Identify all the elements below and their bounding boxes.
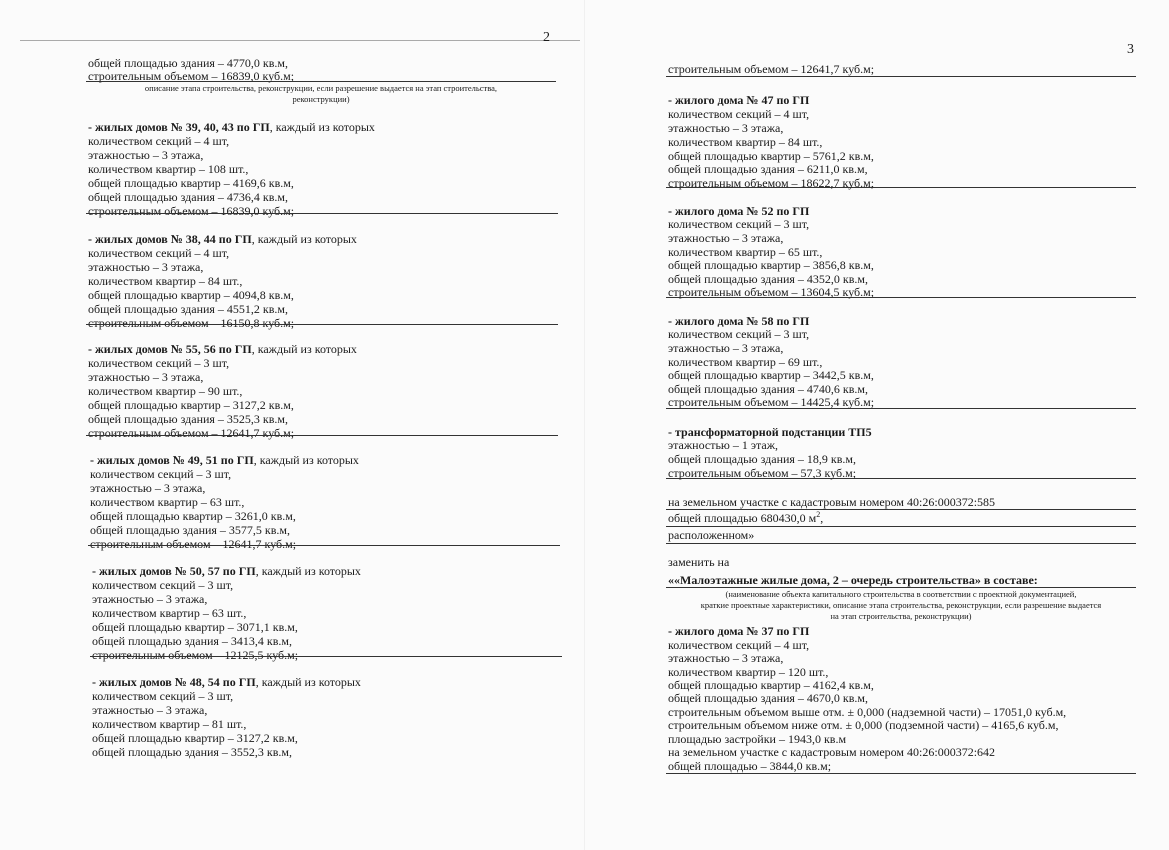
text-line: строительным объемом – 16150,8 куб.м; [88, 316, 295, 330]
text-line: количеством секций – 4 шт, [88, 134, 230, 148]
underline [666, 543, 1136, 544]
area-line: общей площадью 680430,0 $м^2$, [668, 510, 824, 525]
text-line: количеством секций – 3 шт, [90, 467, 232, 481]
text-line: количеством секций – 4 шт, [668, 107, 810, 121]
text-line: этажностью – 3 этажа, [92, 703, 208, 717]
block-heading: - жилых домов № 38, 44 по ГП, каждый из которых [88, 232, 357, 246]
note-line: на этап строительства, реконструкции) [830, 611, 972, 621]
text-line: строительным объемом выше отм. ± 0,000 (надземной части) – 17051,0 куб.м, [668, 705, 1067, 719]
underline [88, 545, 560, 546]
text-line: строительным объемом – 16839,0 куб.м; [88, 204, 295, 218]
text-line: общей площадью здания – 4551,2 кв.м, [88, 302, 289, 316]
left-page [0, 0, 584, 850]
object-title: ««Малоэтажные жилые дома, 2 – очередь строительства» в составе: [668, 573, 1038, 587]
text-line: общей площадью здания – 3577,5 кв.м, [90, 523, 291, 537]
underline [86, 435, 558, 436]
underline [90, 656, 562, 657]
text-line: количеством квартир – 90 шт., [88, 384, 243, 398]
text-line: общей площадью квартир – 5761,2 кв.м, [668, 149, 874, 163]
text-line: этажностью – 3 этажа, [88, 260, 204, 274]
text-line: общей площадью здания – 4352,0 кв.м, [668, 272, 869, 286]
text-line: количеством квартир – 108 шт., [88, 162, 249, 176]
text-line: количеством секций – 3 шт, [92, 578, 234, 592]
block-heading: - жилых домов № 39, 40, 43 по ГП, каждый из которых [88, 120, 375, 134]
text-line: строительным объемом – 12641,7 куб.м; [88, 426, 295, 440]
underline [86, 213, 558, 214]
underline [86, 81, 556, 82]
underline [666, 526, 1136, 527]
text-line: общей площадью здания – 4770,0 кв.м, [88, 56, 289, 70]
text-line: площадью застройки – 1943,0 кв.м [668, 732, 847, 746]
text-line: общей площадью квартир – 3127,2 кв.м, [92, 731, 298, 745]
block-heading: - жилых домов № 48, 54 по ГП, каждый из которых [92, 675, 361, 689]
text-line: количеством секций – 3 шт, [668, 327, 810, 341]
text-line: общей площадью здания – 4736,4 кв.м, [88, 190, 289, 204]
text-line: строительным объемом – 14425,4 куб.м; [668, 395, 875, 409]
block-heading: - жилых домов № 49, 51 по ГП, каждый из которых [90, 453, 359, 467]
underline [666, 408, 1136, 409]
text-line: общей площадью квартир – 3442,5 кв.м, [668, 368, 874, 382]
text-line: общей площадью здания – 4670,0 кв.м, [668, 691, 869, 705]
text-line: количеством квартир – 81 шт., [92, 717, 247, 731]
text-line: этажностью – 3 этажа, [88, 148, 204, 162]
text-line: этажностью – 3 этажа, [668, 231, 784, 245]
text-line: на земельном участке с кадастровым номером 40:26:000372:642 [668, 745, 996, 759]
text-line: общей площадью здания – 4740,6 кв.м, [668, 382, 869, 396]
text-line: количеством квартир – 84 шт., [668, 135, 823, 149]
block-heading: - жилых домов № 50, 57 по ГП, каждый из которых [92, 564, 361, 578]
text-line: количеством квартир – 63 шт., [90, 495, 245, 509]
text-line: строительным объемом – 57,3 куб.м; [668, 466, 857, 480]
block-heading: - жилого дома № 47 по ГП [668, 93, 810, 107]
underline [666, 297, 1136, 298]
text-line: этажностью – 3 этажа, [668, 651, 784, 665]
text-line: общей площадью квартир – 4094,8 кв.м, [88, 288, 294, 302]
underline [666, 76, 1136, 77]
text-line: этажностью – 3 этажа, [668, 341, 784, 355]
text-line: количеством квартир – 65 шт., [668, 245, 823, 259]
replace-line: заменить на [668, 555, 730, 569]
underline [666, 478, 1136, 479]
text-line: строительным объемом – 16839,0 куб.м; [88, 69, 295, 83]
block-heading: - жилого дома № 37 по ГП [668, 624, 810, 638]
text-line: строительным объемом – 12125,5 куб.м; [92, 648, 299, 662]
note-line: (наименование объекта капитального строительства в соответствии с проектной документацией, [725, 589, 1077, 599]
text-line: общей площадью здания – 3552,3 кв.м, [92, 745, 293, 759]
text-line: общей площадью здания – 3413,4 кв.м, [92, 634, 293, 648]
underline [86, 324, 558, 325]
text-line: количеством секций – 4 шт, [88, 246, 230, 260]
text-line: общей площадью квартир – 3261,0 кв.м, [90, 509, 296, 523]
text-line: строительным объемом – 12641,7 куб.м; [668, 62, 875, 76]
located-line: расположенном» [668, 528, 755, 542]
text-line: количеством секций – 3 шт, [88, 356, 230, 370]
note-line: краткие проектные характеристики, описание этапа строительства, реконструкции, если разрешение выдается [700, 600, 1102, 610]
text-line: количеством квартир – 120 шт., [668, 665, 829, 679]
text-line: этажностью – 3 этажа, [90, 481, 206, 495]
text-line: количеством секций – 3 шт, [668, 217, 810, 231]
text-line: строительным объемом – 13604,5 куб.м; [668, 285, 875, 299]
text-line: общей площадью – 3844,0 кв.м; [668, 759, 832, 773]
text-line: количеством квартир – 84 шт., [88, 274, 243, 288]
text-line: этажностью – 3 этажа, [88, 370, 204, 384]
block-heading: - жилого дома № 52 по ГП [668, 204, 810, 218]
underline [666, 509, 1136, 510]
note-line: реконструкции) [292, 94, 350, 104]
text-line: этажностью – 3 этажа, [668, 121, 784, 135]
text-line: общей площадью квартир – 3127,2 кв.м, [88, 398, 294, 412]
text-line: общей площадью квартир – 3071,1 кв.м, [92, 620, 298, 634]
page-number: 2 [543, 30, 550, 45]
underline [666, 587, 1136, 588]
text-line: этажностью – 3 этажа, [92, 592, 208, 606]
block-heading: - жилых домов № 55, 56 по ГП, каждый из которых [88, 342, 357, 356]
underline [666, 773, 1136, 774]
text-line: общей площадью здания – 18,9 кв.м, [668, 452, 857, 466]
text-line: количеством секций – 3 шт, [92, 689, 234, 703]
text-line: общей площадью здания – 6211,0 кв.м, [668, 162, 868, 176]
block-heading: - жилого дома № 58 по ГП [668, 314, 810, 328]
cadastral-line: на земельном участке с кадастровым номером 40:26:000372:585 [668, 495, 996, 509]
text-line: количеством секций – 4 шт, [668, 638, 810, 652]
note-line: описание этапа строительства, реконструкции, если разрешение выдается на этап строительства, [144, 83, 498, 93]
text-line: строительным объемом – 18622,7 куб.м; [668, 176, 875, 190]
text-line: строительным объемом ниже отм. ± 0,000 (подземной части) – 4165,6 куб.м, [668, 718, 1059, 732]
top-scan-line [20, 40, 580, 41]
text-line: этажностью – 1 этаж, [668, 438, 779, 452]
text-line: общей площадью квартир – 4162,4 кв.м, [668, 678, 874, 692]
text-line: общей площадью квартир – 4169,6 кв.м, [88, 176, 294, 190]
text-line: количеством квартир – 69 шт., [668, 355, 823, 369]
text-line: строительным объемом – 12641,7 куб.м; [90, 537, 297, 551]
block-heading: - трансформаторной подстанции ТП5 [668, 425, 872, 439]
underline [666, 187, 1136, 188]
page-number: 3 [1127, 42, 1134, 57]
text-line: количеством квартир – 63 шт., [92, 606, 247, 620]
right-page [585, 0, 1169, 850]
text-line: общей площадью квартир – 3856,8 кв.м, [668, 258, 874, 272]
text-line: общей площадью здания – 3525,3 кв.м, [88, 412, 289, 426]
